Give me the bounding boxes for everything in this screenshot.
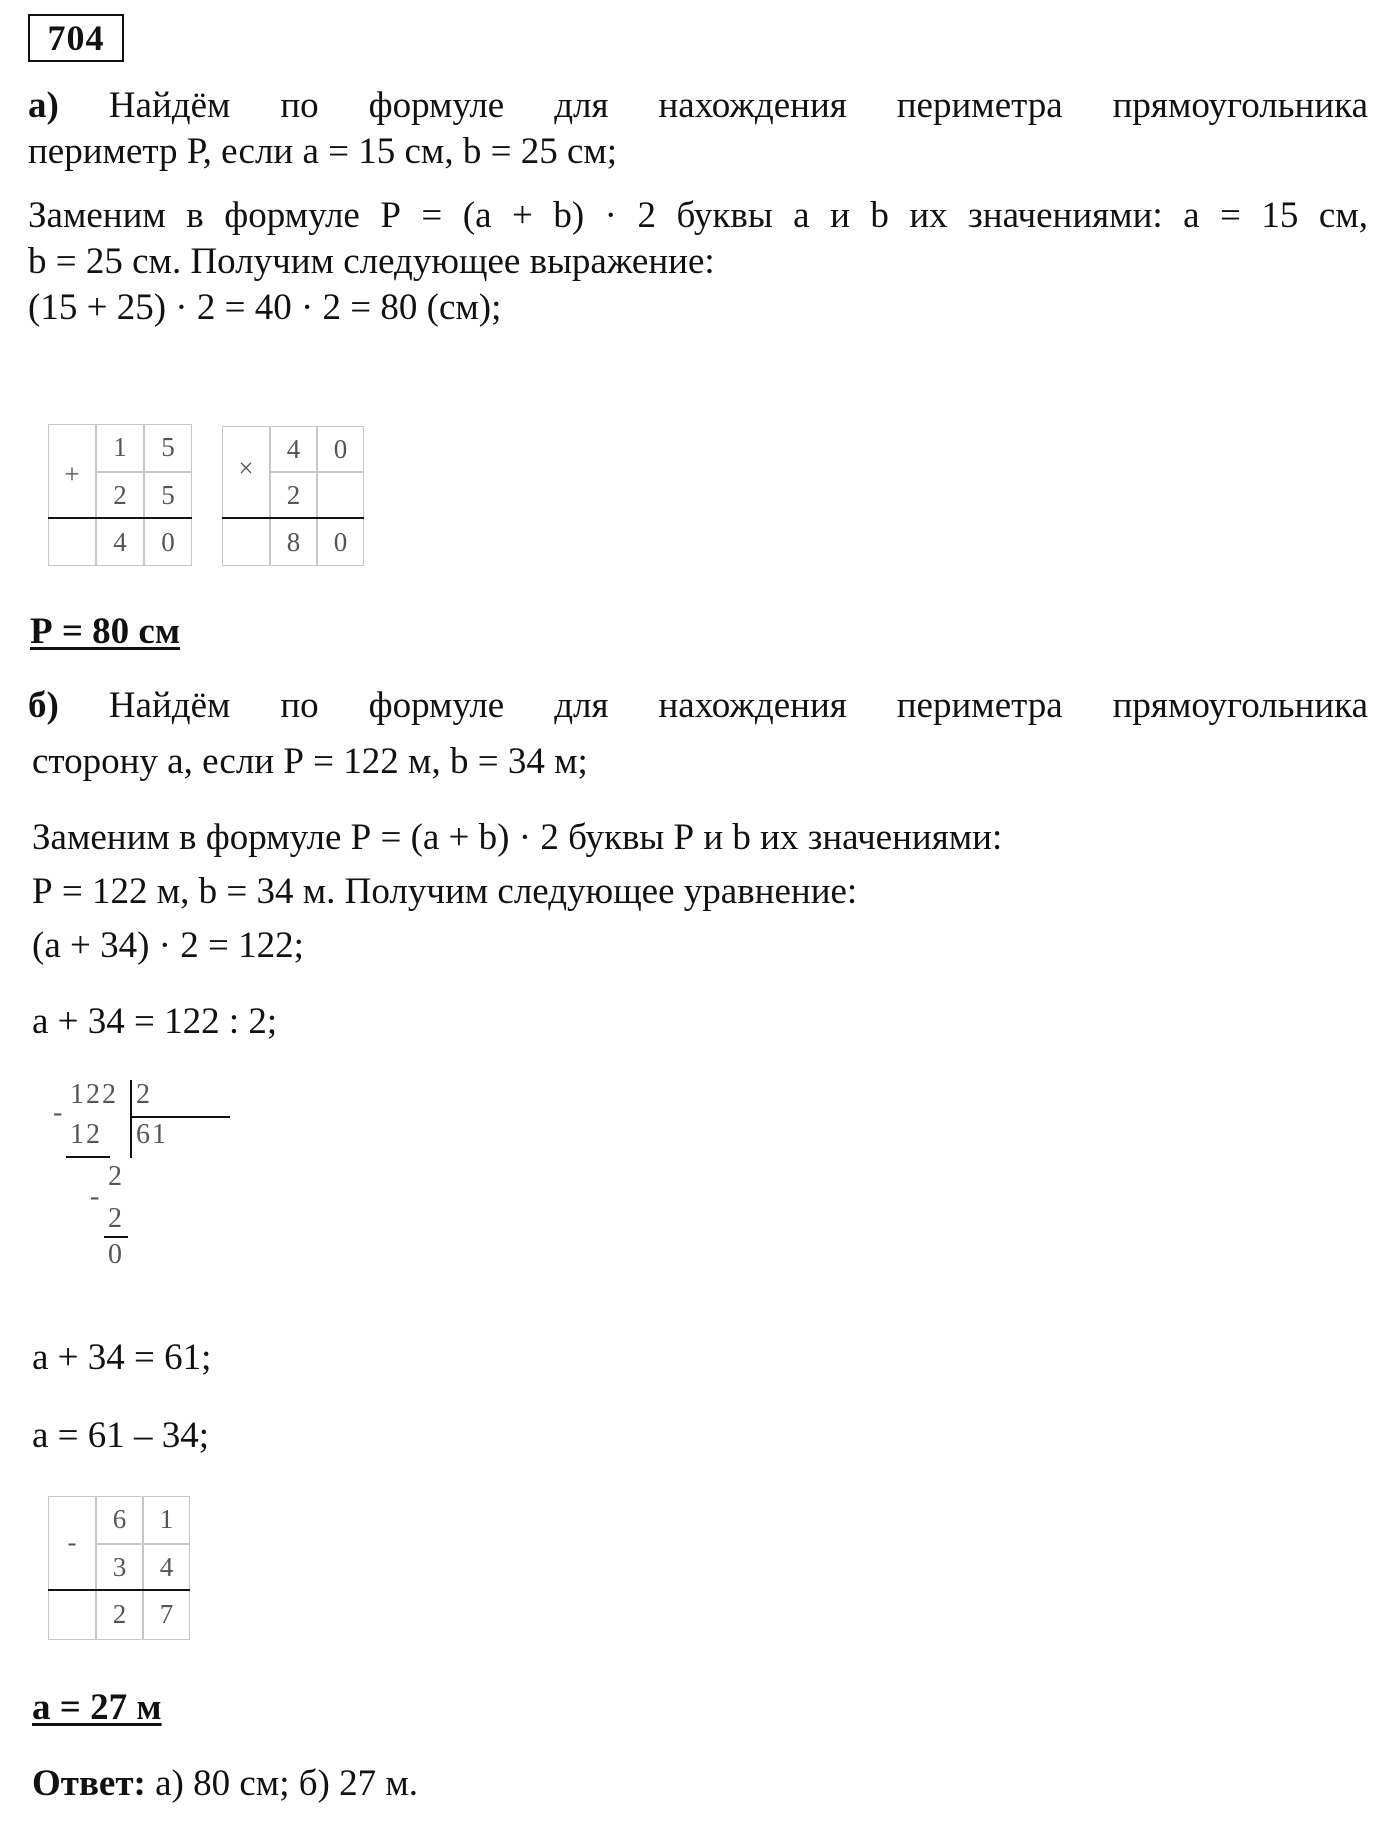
answer-line <box>32 1762 418 1806</box>
sub-digit: 1 <box>143 1496 190 1544</box>
add-digit: 2 <box>96 472 144 518</box>
add-digit: 5 <box>144 424 192 472</box>
sub-digit: 7 <box>143 1590 190 1640</box>
division-dividend: 122 <box>70 1079 118 1110</box>
part-a-result: Р = 80 см <box>30 611 181 652</box>
division-divisor: 2 <box>136 1079 152 1110</box>
sub-digit: 3 <box>96 1544 143 1590</box>
division-subtrahend-2: 2 <box>108 1203 124 1234</box>
part-b-intro-line1 <box>28 684 1368 728</box>
part-b-equation-1: (a + 34) · 2 = 122; <box>32 925 304 966</box>
part-a-intro-line2: периметр Р, если a = 15 см, b = 25 см; <box>28 131 618 172</box>
minus-sign: - <box>67 1527 77 1557</box>
mul-digit <box>317 472 364 518</box>
answer-text: а) 80 см; б) 27 м. <box>145 1763 419 1804</box>
task-number: 704 <box>28 14 124 62</box>
part-a-expression: (15 + 25) · 2 = 40 · 2 = 80 (см); <box>28 287 502 328</box>
times-sign: × <box>238 453 254 483</box>
part-a-label: а) <box>28 85 59 126</box>
add-digit: 4 <box>96 518 144 566</box>
mul-digit: 0 <box>317 426 364 472</box>
part-a-sub-line1: Заменим в формуле Р = (a + b) · 2 буквы a и b их значениями: a = 15 см, <box>28 195 1368 236</box>
division-subtrahend-1: 12 <box>70 1119 102 1150</box>
answer-label: Ответ: <box>32 1763 146 1804</box>
part-b-equation-3: a + 34 = 61; <box>32 1337 212 1378</box>
division-remainder-2: 0 <box>108 1239 124 1270</box>
add-digit: 1 <box>96 424 144 472</box>
add-digit: 0 <box>144 518 192 566</box>
part-b-sub-line2: Р = 122 м, b = 34 м. Получим следующее уравнение: <box>32 871 858 912</box>
division-minus-2: - <box>90 1181 102 1212</box>
part-b-label: б) <box>28 685 59 726</box>
mul-digit: 2 <box>270 472 317 518</box>
part-b-intro-text: Найдём по формуле для нахождения периметра прямоугольника <box>108 685 1368 726</box>
part-a-intro-line1 <box>28 84 1368 128</box>
part-b-sub-line1: Заменим в формуле Р = (a + b) · 2 буквы Р и b их значениями: <box>32 817 1003 858</box>
part-b-intro-line2: сторону a, если Р = 122 м, b = 34 м; <box>32 741 588 782</box>
part-b-result: a = 27 м <box>32 1687 162 1728</box>
part-a-intro-text: Найдём по формуле для нахождения периметра прямоугольника <box>108 85 1368 126</box>
mul-digit: 8 <box>270 518 317 566</box>
part-a-sub-line2: b = 25 см. Получим следующее выражение: <box>28 241 715 282</box>
division-quotient: 61 <box>136 1119 168 1150</box>
addition-column <box>48 424 192 566</box>
mul-digit: 0 <box>317 518 364 566</box>
mul-digit: 4 <box>270 426 317 472</box>
long-division <box>50 1080 200 1290</box>
add-digit: 5 <box>144 472 192 518</box>
part-b-equation-2: a + 34 = 122 : 2; <box>32 1001 278 1042</box>
division-remainder-1: 2 <box>108 1161 124 1192</box>
subtraction-column <box>48 1496 190 1640</box>
multiplication-column <box>222 426 364 566</box>
part-b-equation-4: a = 61 – 34; <box>32 1415 210 1456</box>
plus-sign: + <box>64 459 80 489</box>
sub-digit: 6 <box>96 1496 143 1544</box>
sub-digit: 2 <box>96 1590 143 1640</box>
division-minus-1: - <box>53 1097 65 1128</box>
sub-digit: 4 <box>143 1544 190 1590</box>
